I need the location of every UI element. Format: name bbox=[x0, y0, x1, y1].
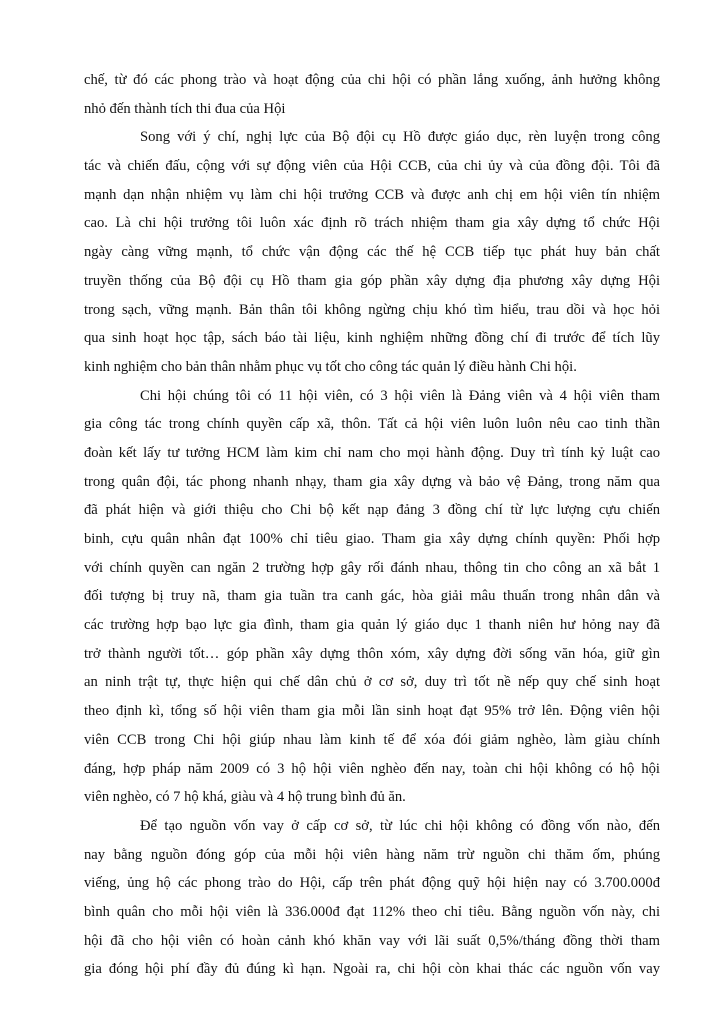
text-line: đã phát hiện và giới thiệu cho Chi bộ kết nạp đảng 3 đồng chí từ lực lượng cựu chiến bbox=[84, 502, 660, 519]
text-line: nay bằng nguồn đóng góp của mỗi hội viên hàng năm trừ nguồn chi thăm ốm, phúng bbox=[84, 846, 660, 863]
text-line: theo định kì, tổng số hội viên tham gia mỗi lần sinh hoạt đạt 95% trở lên. Động viên hội bbox=[84, 703, 660, 720]
text-line: các trường hợp bạo lực gia đình, tham gia quản lý giáo dục 1 thanh niên hư hỏng nay đã bbox=[84, 617, 660, 634]
text-line: với chính quyền can ngăn 2 trường hợp gây rối đánh nhau, thông tin cho công an xã bắt 1 bbox=[84, 559, 660, 576]
text-line: hội đã cho hội viên có hoàn cảnh khó khăn vay với lãi suất 0,5%/tháng đồng thời tham bbox=[84, 932, 660, 949]
text-line: mạnh dạn nhận nhiệm vụ làm chi hội trưởng CCB và được anh chị em hội viên tín nhiệm bbox=[84, 186, 660, 203]
text-line: Song với ý chí, nghị lực của Bộ đội cụ Hồ được giáo dục, rèn luyện trong công bbox=[140, 129, 660, 146]
text-line: chế, từ đó các phong trào và hoạt động của chi hội có phần lắng xuống, ảnh hưởng không bbox=[84, 72, 660, 88]
text-line: đáng, hợp pháp năm 2009 có 3 hộ hội viên nghèo đến nay, toàn chi hội không có hộ hội bbox=[84, 760, 660, 777]
text-line: ngày càng vững mạnh, tổ chức vận động các thế hệ CCB tiếp tục phát huy bản chất bbox=[84, 244, 660, 261]
text-line: trong quân đội, tác phong nhanh nhạy, tham gia xây dựng và bảo vệ Đảng, trong năm qua bbox=[84, 473, 660, 490]
text-line: viên nghèo, có 7 hộ khá, giàu và 4 hộ trung bình đủ ăn. bbox=[84, 789, 406, 806]
text-line: đoàn kết lấy tư tưởng HCM làm kim chỉ nam cho mọi hành động. Duy trì tính kỷ luật cao bbox=[84, 444, 660, 461]
text-line: tác và chiến đấu, cộng với sự động viên của Hội CCB, của chi ủy và của đồng đội. Tôi đã bbox=[84, 158, 660, 175]
text-line: viếng, ủng hộ các phong trào do Hội, cấp trên phát động quỹ hội hiện nay có 3.700.000đ bbox=[84, 875, 660, 892]
text-line: bình quân cho mỗi hội viên là 336.000đ đạt 112% theo chỉ tiêu. Bằng nguồn vốn này, chi bbox=[84, 903, 660, 920]
text-line: Để tạo nguồn vốn vay ở cấp cơ sở, từ lúc chi hội không có đồng vốn nào, đến bbox=[140, 817, 660, 834]
text-line: nhỏ đến thành tích thi đua của Hội bbox=[84, 100, 286, 117]
text-line: qua sinh hoạt học tập, sách báo tài liệu, kinh nghiệm những đồng chí đi trước để tích lũy bbox=[84, 330, 660, 347]
text-line: cao. Là chi hội trưởng tôi luôn xác định rõ trách nhiệm tham gia xây dựng tổ chức Hội bbox=[84, 215, 660, 232]
text-line: kinh nghiệm cho bản thân nhằm phục vụ tốt cho công tác quản lý điều hành Chi hội. bbox=[84, 358, 577, 375]
text-line: viên CCB trong Chi hội giúp nhau làm kinh tế để xóa đói giảm nghèo, làm giàu chính bbox=[84, 731, 660, 748]
text-line: truyền thống của Bộ đội cụ Hồ tham gia góp phần xây dựng địa phương xây dựng Hội bbox=[84, 272, 660, 289]
text-line: binh, cựu quân nhân đạt 100% chỉ tiêu giao. Tham gia xây dựng chính quyền: Phối hợp bbox=[84, 531, 660, 547]
text-line: đối tượng bị truy nã, tham gia tuần tra canh gác, hòa giải mâu thuẩn trong nhân dân và bbox=[84, 588, 660, 605]
text-line: gia công tác trong chính quyền cấp xã, thôn. Tất cả hội viên luôn luôn nêu cao tinh thần bbox=[84, 416, 660, 433]
text-line: Chi hội chúng tôi có 11 hội viên, có 3 hội viên là Đảng viên và 4 hội viên tham bbox=[140, 387, 660, 404]
text-line: trở thành người tốt… góp phần xây dựng thôn xóm, xây dựng đời sống văn hóa, giữ gìn bbox=[84, 645, 660, 662]
text-line: trong sạch, vững mạnh. Bản thân tôi không ngừng chịu khó tìm hiểu, trau dồi và học hỏi bbox=[84, 301, 660, 318]
document-body-text bbox=[84, 66, 660, 984]
text-line: gia đóng hội phí đầy đủ đúng kì hạn. Ngoài ra, chi hội còn khai thác các nguồn vốn vay bbox=[84, 961, 660, 978]
text-line: an ninh trật tự, thực hiện qui chế dân chủ ở cơ sở, duy trì tốt nề nếp quy chế sinh hoạt bbox=[84, 674, 660, 691]
